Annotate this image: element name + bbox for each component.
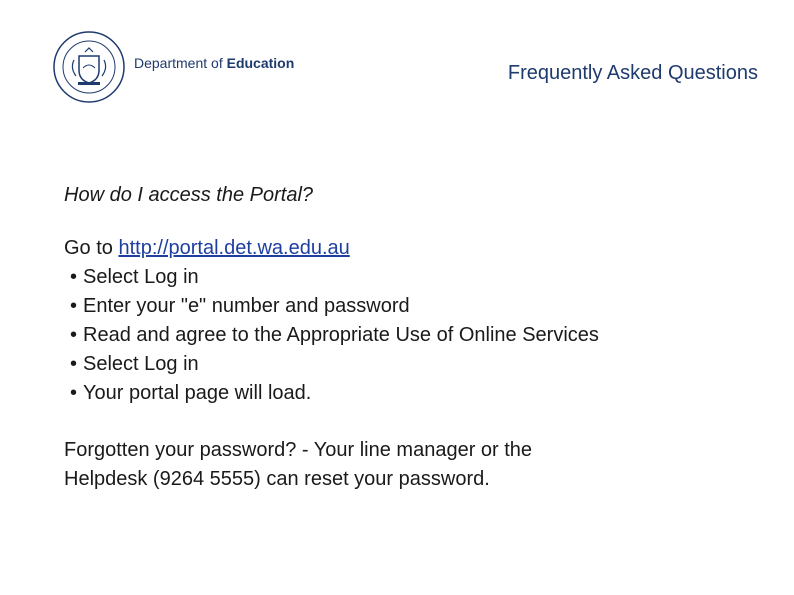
department-name-bold: Education [226, 55, 295, 71]
password-help [64, 436, 684, 494]
portal-link[interactable]: http://portal.det.wa.edu.au [118, 237, 350, 259]
intro-line [64, 234, 599, 263]
intro-prefix: Go to [64, 237, 119, 259]
list-item: • Select Log in [70, 350, 599, 379]
password-help-line-1: Forgotten your password? - Your line manager or the [64, 439, 533, 461]
page-title: Frequently Asked Questions [507, 62, 758, 84]
department-name-prefix: Department of [134, 55, 227, 71]
faq-question: How do I access the Portal? [64, 184, 314, 206]
password-help-line-2: Helpdesk (9264 5555) can reset your password. [64, 468, 490, 490]
list-item: • Read and agree to the Appropriate Use of Online Services [70, 321, 599, 350]
list-item: • Enter your "e" number and password [70, 292, 599, 321]
list-item: • Select Log in [70, 263, 599, 292]
department-logo [52, 30, 294, 104]
steps-list [64, 263, 599, 408]
faq-answer [64, 234, 599, 408]
wa-government-crest-icon [52, 30, 126, 104]
list-item: • Your portal page will load. [70, 379, 599, 408]
department-name [134, 55, 294, 71]
